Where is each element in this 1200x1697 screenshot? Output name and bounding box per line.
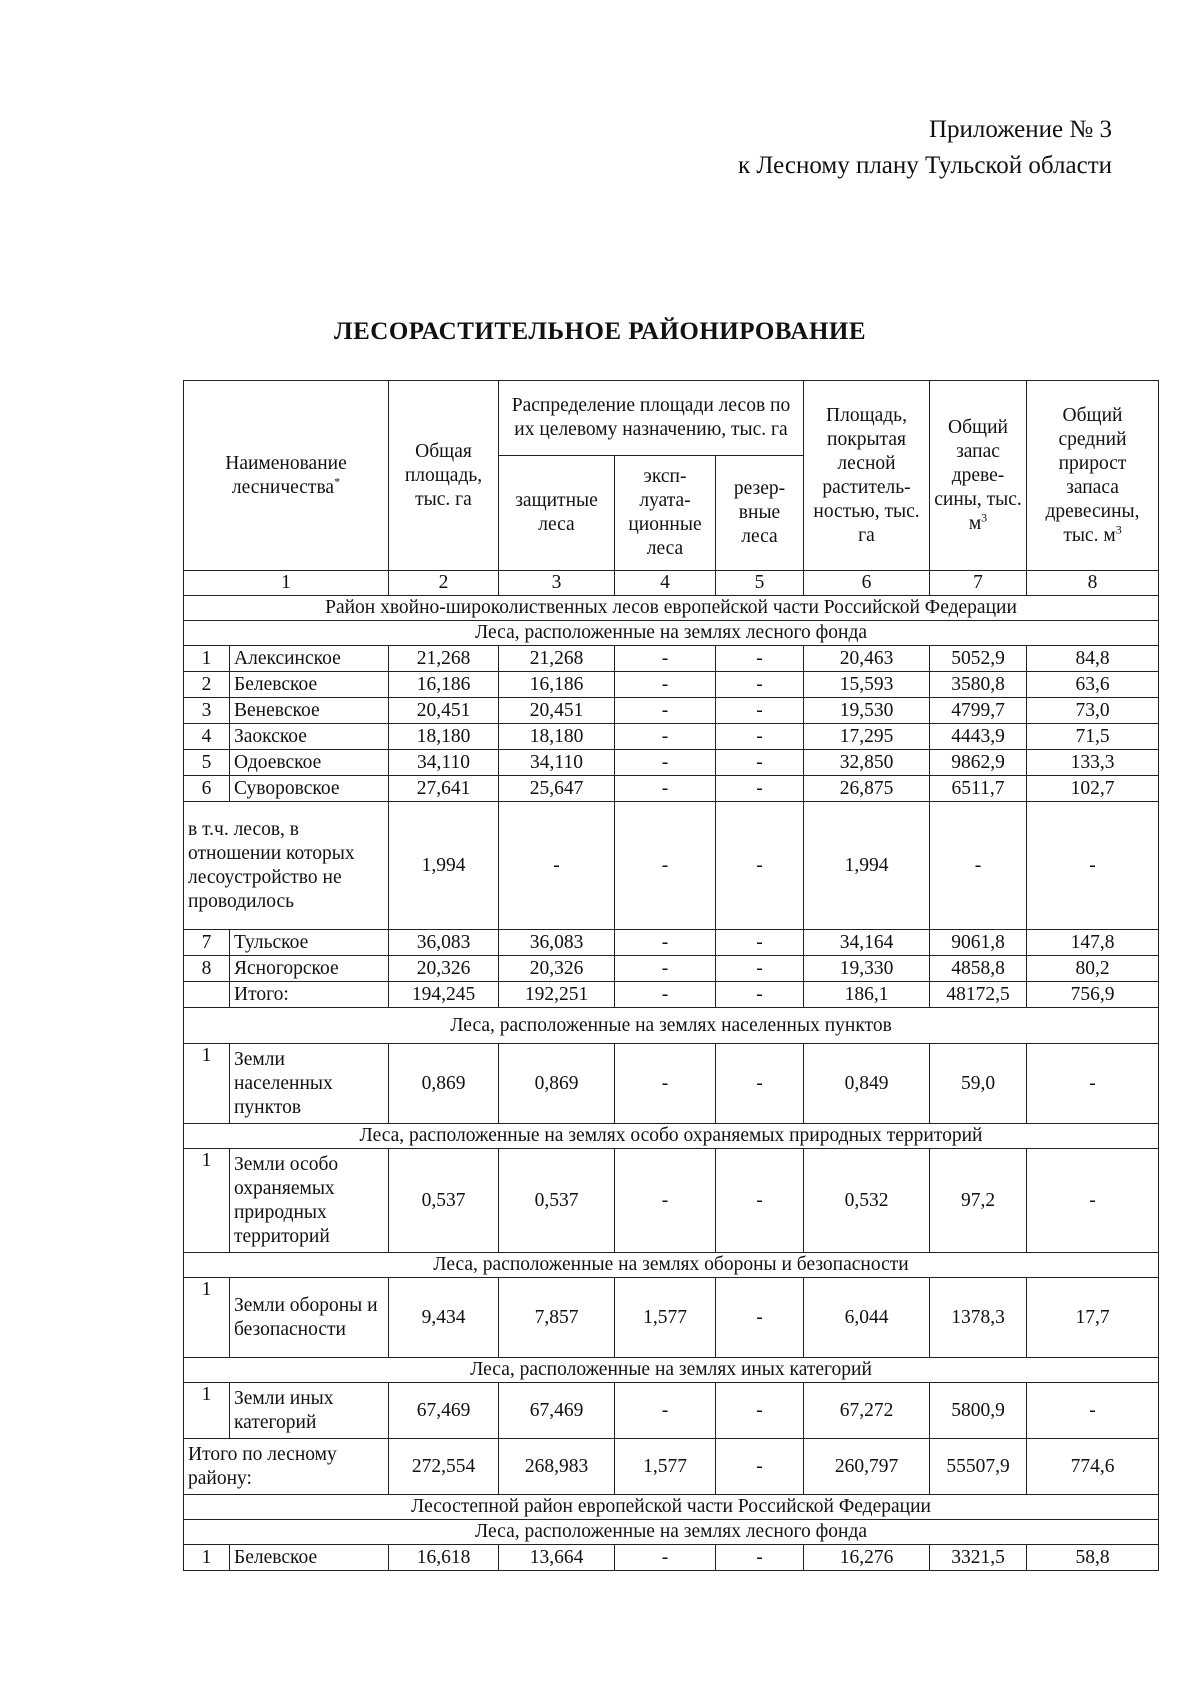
cell: - — [716, 646, 804, 672]
cell: 0,537 — [499, 1149, 615, 1253]
section-heading: Район хвойно-широколиственных лесов европейской части Российской Федерации — [184, 596, 1159, 621]
cell: 1 — [184, 1545, 230, 1571]
cell: 1 — [184, 1383, 230, 1439]
cell: 774,6 — [1027, 1439, 1159, 1495]
cell: 20,326 — [389, 956, 499, 982]
cell: - — [615, 776, 716, 802]
cell: 272,554 — [389, 1439, 499, 1495]
cell: Белевское — [230, 1545, 389, 1571]
column-number: 1 — [184, 571, 389, 596]
cell: - — [615, 982, 716, 1008]
cell: - — [716, 1278, 804, 1358]
cell: 20,463 — [804, 646, 930, 672]
column-number: 6 — [804, 571, 930, 596]
header-reserve: резер-вные леса — [716, 456, 804, 571]
cell: Земли особо охраняемых природных территорий — [230, 1149, 389, 1253]
cell: 3580,8 — [930, 672, 1027, 698]
cell: 18,180 — [499, 724, 615, 750]
cell: 21,268 — [499, 646, 615, 672]
cell: Итого: — [230, 982, 389, 1008]
table-row — [184, 1545, 1159, 1571]
column-numbers-row — [184, 571, 1159, 596]
cell: - — [499, 802, 615, 930]
column-number: 5 — [716, 571, 804, 596]
cell: - — [716, 956, 804, 982]
cell: - — [716, 1545, 804, 1571]
cell: 0,849 — [804, 1044, 930, 1124]
cell: 67,272 — [804, 1383, 930, 1439]
cell: - — [1027, 1044, 1159, 1124]
cell: 2 — [184, 672, 230, 698]
cell: - — [930, 802, 1027, 930]
cell: 21,268 — [389, 646, 499, 672]
cell: 20,451 — [389, 698, 499, 724]
cell: 36,083 — [499, 930, 615, 956]
table-row — [184, 1278, 1159, 1358]
header-exploitation: эксп-луата-ционные леса — [615, 456, 716, 571]
cell: 260,797 — [804, 1439, 930, 1495]
cell: 26,875 — [804, 776, 930, 802]
cell: 3321,5 — [930, 1545, 1027, 1571]
cell: 17,7 — [1027, 1278, 1159, 1358]
cell: 13,664 — [499, 1545, 615, 1571]
header-covered-area: Площадь, покрытая лесной раститель-ностью, тыс. га — [804, 381, 930, 571]
cell: 67,469 — [389, 1383, 499, 1439]
cell: - — [615, 802, 716, 930]
table-row — [184, 1149, 1159, 1253]
cell: 268,983 — [499, 1439, 615, 1495]
forest-zoning-table — [183, 380, 1159, 1571]
cell: Земли населенных пунктов — [230, 1044, 389, 1124]
table-row — [184, 930, 1159, 956]
section-heading: Леса, расположенные на землях лесного фонда — [184, 1520, 1159, 1545]
cell: 1,994 — [389, 802, 499, 930]
cell: 1,577 — [615, 1278, 716, 1358]
cell: Тульское — [230, 930, 389, 956]
cell: 9,434 — [389, 1278, 499, 1358]
cell: - — [1027, 1149, 1159, 1253]
cell: - — [716, 1383, 804, 1439]
cell: 73,0 — [1027, 698, 1159, 724]
cell: 58,8 — [1027, 1545, 1159, 1571]
cell: 34,110 — [389, 750, 499, 776]
cell: Веневское — [230, 698, 389, 724]
cell: 36,083 — [389, 930, 499, 956]
cell: - — [615, 672, 716, 698]
cell: - — [716, 750, 804, 776]
cell: 4 — [184, 724, 230, 750]
cell — [184, 982, 230, 1008]
cell: 133,3 — [1027, 750, 1159, 776]
cell: 1 — [184, 1149, 230, 1253]
cell: 32,850 — [804, 750, 930, 776]
header-protective: защитные леса — [499, 456, 615, 571]
cell: - — [615, 646, 716, 672]
cell: 0,869 — [499, 1044, 615, 1124]
cell: 19,330 — [804, 956, 930, 982]
column-number: 7 — [930, 571, 1027, 596]
cell: 18,180 — [389, 724, 499, 750]
cell: 5052,9 — [930, 646, 1027, 672]
column-number: 2 — [389, 571, 499, 596]
cell: Земли обороны и безопасности — [230, 1278, 389, 1358]
cell: 97,2 — [930, 1149, 1027, 1253]
cell: - — [716, 1044, 804, 1124]
cell: - — [716, 672, 804, 698]
cell: 19,530 — [804, 698, 930, 724]
cell: 6511,7 — [930, 776, 1027, 802]
table-row — [184, 750, 1159, 776]
header-distribution: Распределение площади лесов по их целевому назначению, тыс. га — [499, 381, 804, 456]
table-row — [184, 724, 1159, 750]
cell: 186,1 — [804, 982, 930, 1008]
cell: 3 — [184, 698, 230, 724]
cell: - — [615, 1149, 716, 1253]
cell: - — [615, 930, 716, 956]
table-row — [184, 698, 1159, 724]
cell: 1 — [184, 646, 230, 672]
cell: - — [615, 750, 716, 776]
cell: Земли иных категорий — [230, 1383, 389, 1439]
appendix-number: Приложение № 3 — [928, 116, 1112, 143]
header-growth: Общий средний прирост запаса древесины, тыс. $м^3$ — [1027, 381, 1159, 571]
cell: 7,857 — [499, 1278, 615, 1358]
cell: 16,186 — [499, 672, 615, 698]
cell: - — [716, 802, 804, 930]
cell: Алексинское — [230, 646, 389, 672]
cell: 6 — [184, 776, 230, 802]
cell: Ясногорское — [230, 956, 389, 982]
cell: - — [716, 982, 804, 1008]
cell: 4858,8 — [930, 956, 1027, 982]
header-forestry-name: Наименование лесничества* — [184, 381, 389, 571]
table-row — [184, 776, 1159, 802]
cell: 0,537 — [389, 1149, 499, 1253]
table-row — [184, 1383, 1159, 1439]
cell: 192,251 — [499, 982, 615, 1008]
cell: 27,641 — [389, 776, 499, 802]
cell: 1 — [184, 1044, 230, 1124]
cell: в т.ч. лесов, в отношении которых лесоустройство не проводилось — [184, 802, 389, 930]
cell: 147,8 — [1027, 930, 1159, 956]
cell: - — [615, 1383, 716, 1439]
cell: 0,532 — [804, 1149, 930, 1253]
cell: - — [716, 776, 804, 802]
cell: 48172,5 — [930, 982, 1027, 1008]
cell: 16,186 — [389, 672, 499, 698]
cell: 1,577 — [615, 1439, 716, 1495]
cell: Одоевское — [230, 750, 389, 776]
cell: Заокское — [230, 724, 389, 750]
column-number: 3 — [499, 571, 615, 596]
cell: Белевское — [230, 672, 389, 698]
cell: 1 — [184, 1278, 230, 1358]
cell: 756,9 — [1027, 982, 1159, 1008]
cell: - — [716, 1149, 804, 1253]
section-heading: Леса, расположенные на землях обороны и безопасности — [184, 1253, 1159, 1278]
header-stock: Общий запас древе-сины, тыс. $м^3$ — [930, 381, 1027, 571]
district-total-row — [184, 1439, 1159, 1495]
cell: - — [716, 698, 804, 724]
cell: 34,164 — [804, 930, 930, 956]
cell: 9061,8 — [930, 930, 1027, 956]
cell: Итого по лесному району: — [184, 1439, 389, 1495]
document-title: ЛЕСОРАСТИТЕЛЬНОЕ РАЙОНИРОВАНИЕ — [333, 318, 867, 345]
cell: 8 — [184, 956, 230, 982]
table-row — [184, 956, 1159, 982]
appendix-block — [738, 112, 1112, 184]
section-heading: Леса, расположенные на землях населенных пунктов — [184, 1008, 1159, 1044]
cell: 16,276 — [804, 1545, 930, 1571]
section-heading: Лесостепной район европейской части Российской Федерации — [184, 1495, 1159, 1520]
cell: 4799,7 — [930, 698, 1027, 724]
header-total-area: Общая площадь, тыс. га — [389, 381, 499, 571]
cell: 67,469 — [499, 1383, 615, 1439]
cell: 84,8 — [1027, 646, 1159, 672]
cell: 71,5 — [1027, 724, 1159, 750]
table-row — [184, 1044, 1159, 1124]
cell: 5 — [184, 750, 230, 776]
cell: 25,647 — [499, 776, 615, 802]
total-row — [184, 982, 1159, 1008]
cell: 20,326 — [499, 956, 615, 982]
cell: 80,2 — [1027, 956, 1159, 982]
cell: 1378,3 — [930, 1278, 1027, 1358]
cell: 17,295 — [804, 724, 930, 750]
cell: 34,110 — [499, 750, 615, 776]
cell: 63,6 — [1027, 672, 1159, 698]
cell: 9862,9 — [930, 750, 1027, 776]
cell: 1,994 — [804, 802, 930, 930]
cell: - — [716, 930, 804, 956]
column-number: 8 — [1027, 571, 1159, 596]
cell: - — [615, 956, 716, 982]
cell: 7 — [184, 930, 230, 956]
column-number: 4 — [615, 571, 716, 596]
cell: 102,7 — [1027, 776, 1159, 802]
cell: - — [1027, 1383, 1159, 1439]
cell: 59,0 — [930, 1044, 1027, 1124]
cell: 15,593 — [804, 672, 930, 698]
cell: 5800,9 — [930, 1383, 1027, 1439]
cell: - — [615, 1044, 716, 1124]
table-row — [184, 672, 1159, 698]
table-row — [184, 802, 1159, 930]
cell: 20,451 — [499, 698, 615, 724]
appendix-reference: к Лесному плану Тульской области — [737, 152, 1112, 179]
cell: 194,245 — [389, 982, 499, 1008]
section-heading: Леса, расположенные на землях иных категорий — [184, 1358, 1159, 1383]
table-row — [184, 646, 1159, 672]
section-heading: Леса, расположенные на землях лесного фонда — [184, 621, 1159, 646]
cell: - — [615, 698, 716, 724]
cell: - — [716, 1439, 804, 1495]
cell: - — [1027, 802, 1159, 930]
cell: 16,618 — [389, 1545, 499, 1571]
cell: Суворовское — [230, 776, 389, 802]
cell: 4443,9 — [930, 724, 1027, 750]
cell: - — [716, 724, 804, 750]
cell: 0,869 — [389, 1044, 499, 1124]
cell: 6,044 — [804, 1278, 930, 1358]
section-heading: Леса, расположенные на землях особо охраняемых природных территорий — [184, 1124, 1159, 1149]
header-row-top — [184, 381, 1159, 456]
cell: 55507,9 — [930, 1439, 1027, 1495]
cell: - — [615, 1545, 716, 1571]
cell: - — [615, 724, 716, 750]
